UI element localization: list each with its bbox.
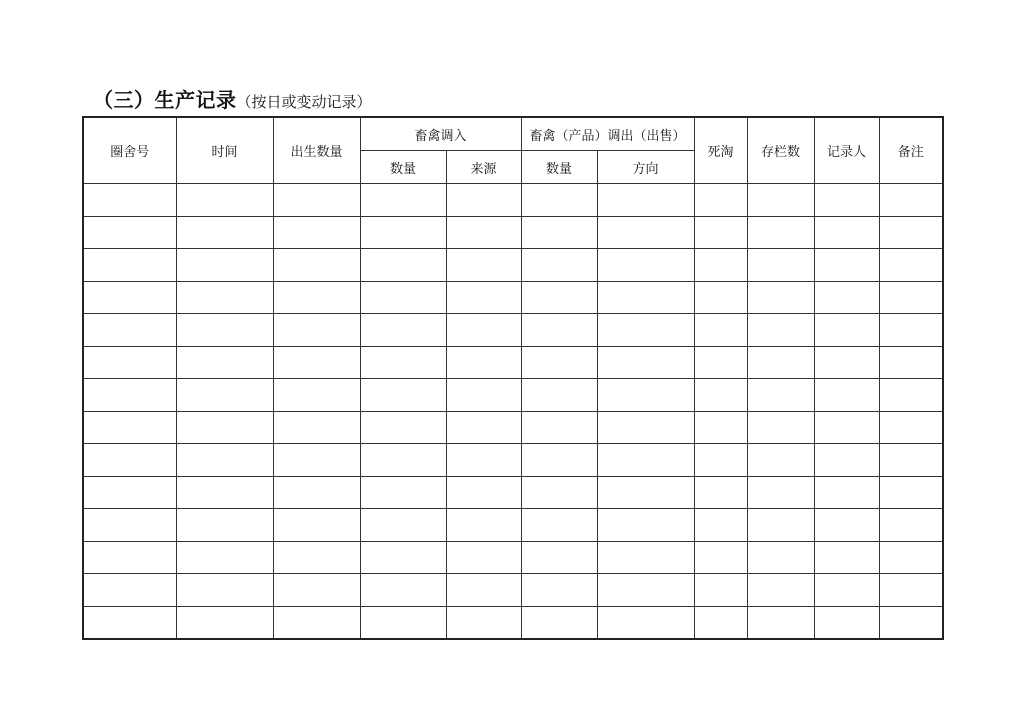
table-cell[interactable] [879, 476, 943, 509]
header-transfer-out-qty: 数量 [521, 151, 597, 184]
table-cell[interactable] [176, 184, 273, 217]
table-cell[interactable] [273, 411, 360, 444]
table-cell[interactable] [83, 541, 176, 574]
table-cell[interactable] [694, 444, 747, 477]
header-transfer-in-source: 来源 [446, 151, 521, 184]
table-cell[interactable] [521, 184, 597, 217]
table-cell[interactable] [446, 509, 521, 542]
table-cell[interactable] [694, 476, 747, 509]
table-cell[interactable] [747, 346, 814, 379]
table-cell[interactable] [273, 314, 360, 347]
table-cell[interactable] [747, 281, 814, 314]
table-cell[interactable] [521, 346, 597, 379]
table-cell[interactable] [273, 444, 360, 477]
table-cell[interactable] [521, 314, 597, 347]
table-cell[interactable] [176, 476, 273, 509]
table-cell[interactable] [814, 574, 879, 607]
table-cell[interactable] [879, 606, 943, 639]
header-time: 时间 [176, 117, 273, 184]
table-cell[interactable] [521, 541, 597, 574]
table-cell[interactable] [879, 444, 943, 477]
table-cell[interactable] [879, 184, 943, 217]
table-cell[interactable] [747, 606, 814, 639]
table-cell[interactable] [360, 216, 446, 249]
table-cell[interactable] [83, 379, 176, 412]
table-cell[interactable] [273, 509, 360, 542]
table-cell[interactable] [814, 541, 879, 574]
table-row [83, 411, 943, 444]
table-cell[interactable] [521, 509, 597, 542]
table-cell[interactable] [814, 476, 879, 509]
table-cell[interactable] [521, 476, 597, 509]
table-cell[interactable] [446, 541, 521, 574]
table-cell[interactable] [176, 541, 273, 574]
table-cell[interactable] [360, 411, 446, 444]
table-cell[interactable] [597, 281, 694, 314]
table-cell[interactable] [814, 184, 879, 217]
table-cell[interactable] [747, 249, 814, 282]
table-cell[interactable] [521, 249, 597, 282]
table-cell[interactable] [814, 379, 879, 412]
header-recorder: 记录人 [814, 117, 879, 184]
table-cell[interactable] [176, 281, 273, 314]
table-row [83, 541, 943, 574]
table-row [83, 184, 943, 217]
table-cell[interactable] [176, 346, 273, 379]
header-pen-no: 圈舍号 [83, 117, 176, 184]
table-cell[interactable] [83, 476, 176, 509]
page-heading [93, 84, 372, 113]
table-cell[interactable] [83, 281, 176, 314]
table-cell[interactable] [83, 574, 176, 607]
table-cell[interactable] [83, 411, 176, 444]
table-cell[interactable] [694, 249, 747, 282]
table-cell[interactable] [176, 574, 273, 607]
table-cell[interactable] [694, 184, 747, 217]
header-births: 出生数量 [273, 117, 360, 184]
table-cell[interactable] [446, 184, 521, 217]
table-cell[interactable] [694, 606, 747, 639]
table-cell[interactable] [597, 216, 694, 249]
table-cell[interactable] [597, 606, 694, 639]
table-cell[interactable] [814, 314, 879, 347]
table-cell[interactable] [747, 184, 814, 217]
table-cell[interactable] [273, 249, 360, 282]
table-cell[interactable] [597, 249, 694, 282]
table-row [83, 379, 943, 412]
table-cell[interactable] [446, 216, 521, 249]
header-remarks: 备注 [879, 117, 943, 184]
production-record-table [82, 116, 944, 640]
table-cell[interactable] [879, 314, 943, 347]
table-cell[interactable] [597, 574, 694, 607]
table-cell[interactable] [814, 346, 879, 379]
table-cell[interactable] [176, 509, 273, 542]
table-cell[interactable] [273, 379, 360, 412]
table-cell[interactable] [747, 444, 814, 477]
table-cell[interactable] [360, 249, 446, 282]
table-cell[interactable] [521, 411, 597, 444]
table-cell[interactable] [694, 574, 747, 607]
table-cell[interactable] [446, 379, 521, 412]
table-cell[interactable] [747, 411, 814, 444]
header-transfer-out: 畜禽（产品）调出（出售） [521, 117, 694, 151]
table-cell[interactable] [446, 249, 521, 282]
table-cell[interactable] [176, 314, 273, 347]
table-cell[interactable] [83, 184, 176, 217]
table-cell[interactable] [360, 476, 446, 509]
table-cell[interactable] [176, 444, 273, 477]
table-cell[interactable] [176, 606, 273, 639]
table-row [83, 314, 943, 347]
table-row [83, 346, 943, 379]
table-cell[interactable] [360, 379, 446, 412]
table-cell[interactable] [694, 411, 747, 444]
table-cell[interactable] [83, 346, 176, 379]
table-row [83, 509, 943, 542]
table-cell[interactable] [521, 379, 597, 412]
header-transfer-in: 畜禽调入 [360, 117, 521, 151]
header-stock: 存栏数 [747, 117, 814, 184]
table-row [83, 216, 943, 249]
table-cell[interactable] [694, 346, 747, 379]
table-cell[interactable] [879, 249, 943, 282]
header-transfer-out-direction: 方向 [597, 151, 694, 184]
table-cell[interactable] [694, 379, 747, 412]
table-cell[interactable] [814, 249, 879, 282]
record-body [83, 184, 943, 640]
table-cell[interactable] [747, 509, 814, 542]
table-cell[interactable] [521, 281, 597, 314]
table-cell[interactable] [273, 541, 360, 574]
table-cell[interactable] [521, 574, 597, 607]
table-cell[interactable] [597, 379, 694, 412]
table-cell[interactable] [83, 444, 176, 477]
table-cell[interactable] [597, 476, 694, 509]
table-cell[interactable] [360, 509, 446, 542]
table-cell[interactable] [176, 379, 273, 412]
table-cell[interactable] [597, 411, 694, 444]
table-cell[interactable] [273, 184, 360, 217]
table-row [83, 249, 943, 282]
table-cell[interactable] [879, 574, 943, 607]
table-cell[interactable] [273, 346, 360, 379]
table-cell[interactable] [446, 314, 521, 347]
table-cell[interactable] [747, 541, 814, 574]
table-cell[interactable] [446, 574, 521, 607]
table-cell[interactable] [446, 281, 521, 314]
table-cell[interactable] [360, 541, 446, 574]
table-cell[interactable] [83, 249, 176, 282]
table-cell[interactable] [814, 444, 879, 477]
table-row [83, 476, 943, 509]
table-cell[interactable] [879, 541, 943, 574]
table-cell[interactable] [879, 281, 943, 314]
table-cell[interactable] [879, 411, 943, 444]
table-cell[interactable] [273, 281, 360, 314]
table-cell[interactable] [521, 216, 597, 249]
table-cell[interactable] [597, 184, 694, 217]
table-cell[interactable] [879, 346, 943, 379]
table-cell[interactable] [446, 606, 521, 639]
table-cell[interactable] [694, 541, 747, 574]
table-cell[interactable] [83, 314, 176, 347]
table-cell[interactable] [521, 444, 597, 477]
table-cell[interactable] [879, 509, 943, 542]
table-row [83, 574, 943, 607]
table-row [83, 444, 943, 477]
table-cell[interactable] [521, 606, 597, 639]
table-row [83, 281, 943, 314]
table-cell[interactable] [273, 574, 360, 607]
table-cell[interactable] [83, 606, 176, 639]
table-cell[interactable] [694, 216, 747, 249]
table-cell[interactable] [446, 444, 521, 477]
table-cell[interactable] [360, 314, 446, 347]
table-cell[interactable] [747, 574, 814, 607]
table-cell[interactable] [176, 249, 273, 282]
table-cell[interactable] [446, 476, 521, 509]
section-note: （按日或变动记录） [236, 93, 372, 111]
table-cell[interactable] [747, 216, 814, 249]
table-cell[interactable] [747, 314, 814, 347]
table-cell[interactable] [814, 606, 879, 639]
table-cell[interactable] [360, 184, 446, 217]
table-cell[interactable] [360, 346, 446, 379]
table-cell[interactable] [694, 314, 747, 347]
table-cell[interactable] [597, 314, 694, 347]
table-cell[interactable] [694, 509, 747, 542]
table-cell[interactable] [814, 216, 879, 249]
table-cell[interactable] [360, 574, 446, 607]
table-cell[interactable] [446, 411, 521, 444]
table-cell[interactable] [273, 476, 360, 509]
table-cell[interactable] [597, 346, 694, 379]
table-cell[interactable] [176, 216, 273, 249]
header-deaths: 死淘 [694, 117, 747, 184]
table-cell[interactable] [273, 216, 360, 249]
table-cell[interactable] [879, 216, 943, 249]
table-cell[interactable] [814, 411, 879, 444]
header-transfer-in-qty: 数量 [360, 151, 446, 184]
table-cell[interactable] [879, 379, 943, 412]
table-cell[interactable] [360, 606, 446, 639]
table-cell[interactable] [747, 379, 814, 412]
section-title: （三）生产记录 [93, 88, 237, 112]
table-row [83, 606, 943, 639]
table-cell[interactable] [360, 281, 446, 314]
table-cell[interactable] [176, 411, 273, 444]
table-cell[interactable] [597, 541, 694, 574]
table-cell[interactable] [747, 476, 814, 509]
table-cell[interactable] [694, 281, 747, 314]
table-cell[interactable] [597, 509, 694, 542]
table-cell[interactable] [273, 606, 360, 639]
table-cell[interactable] [83, 216, 176, 249]
table-cell[interactable] [597, 444, 694, 477]
table-cell[interactable] [814, 509, 879, 542]
table-cell[interactable] [83, 509, 176, 542]
table-cell[interactable] [360, 444, 446, 477]
table-cell[interactable] [446, 346, 521, 379]
table-cell[interactable] [814, 281, 879, 314]
